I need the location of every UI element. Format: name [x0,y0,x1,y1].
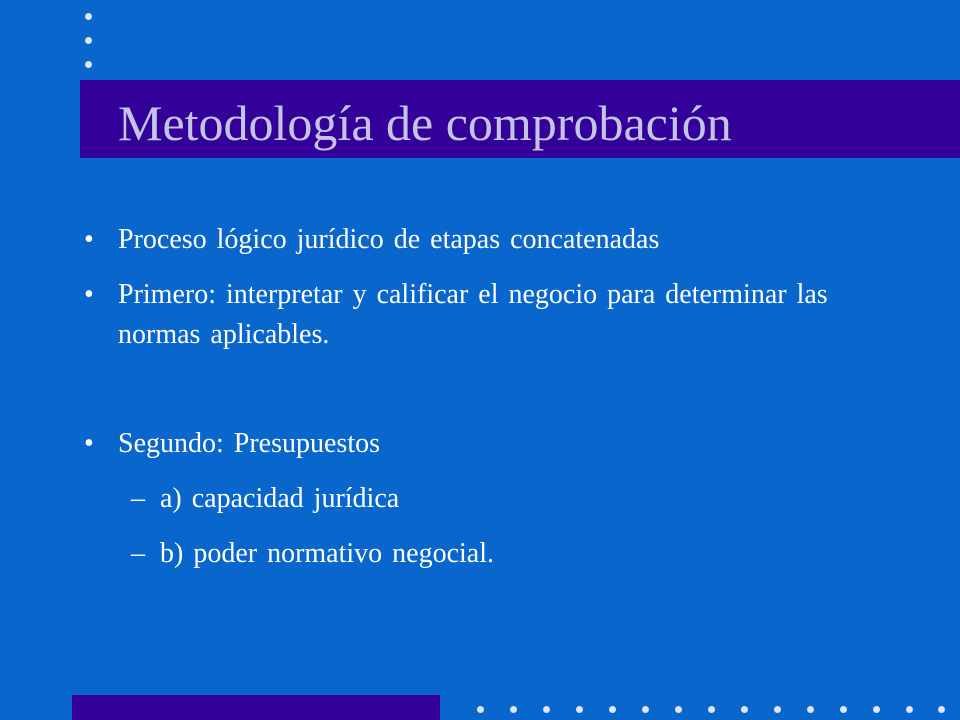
bullet-marker: • [84,224,94,255]
slide-title: Metodología de comprobación [118,95,732,151]
bullet-marker: • [84,428,94,459]
decorative-dot [840,706,847,713]
decorative-dot [938,706,945,713]
decorative-dot [807,706,814,713]
decorative-dot [85,37,92,44]
bullet-text: Primero: interpretar y calificar el negocio para determinar las normas aplicables. [118,279,828,350]
decorative-dot [510,706,517,713]
decorative-dot [477,706,484,713]
sub-bullet-marker: – [131,483,145,514]
decorative-dot [642,706,649,713]
sub-bullet-text: a) capacidad jurídica [160,483,400,514]
decorative-dot [576,706,583,713]
decorative-dot [774,706,781,713]
bottom-bar [72,695,440,720]
bullet-text: Segundo: Presupuestos [118,428,380,459]
decorative-dot [906,706,913,713]
sub-bullet-marker: – [131,538,145,569]
decorative-dot [873,706,880,713]
decorative-dot [675,706,682,713]
decorative-dot [741,706,748,713]
decorative-dot [85,61,92,68]
bullet-text: Proceso lógico jurídico de etapas concatenadas [118,224,660,255]
decorative-dot [609,706,616,713]
decorative-dot [708,706,715,713]
decorative-dot [85,13,92,20]
sub-bullet-text: b) poder normativo negocial. [160,538,495,569]
decorative-dot [543,706,550,713]
bullet-marker: • [84,279,94,310]
